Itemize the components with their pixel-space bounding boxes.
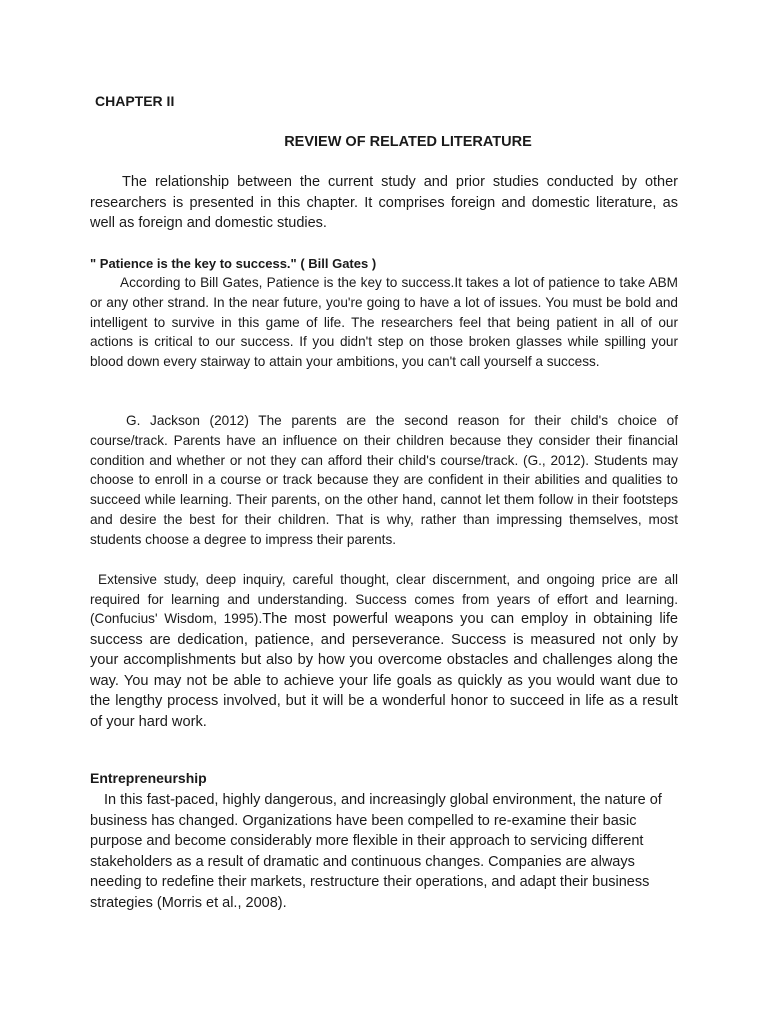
chapter-label: CHAPTER II	[95, 93, 175, 109]
quote-heading: " Patience is the key to success." ( Bill Gates )	[90, 256, 377, 271]
extensive-paragraph	[90, 570, 678, 732]
entrepreneurship-heading: Entrepreneurship	[90, 770, 207, 786]
gates-paragraph: According to Bill Gates, Patience is the key to success.It takes a lot of patience to take ABM or any other strand. In the near future, you're going to have a lot of issues. You must be bold and intelligent to survive in this game of life. The researchers feel that being patient in all of our actions is critical to our success. If you didn't step on those broken glasses while spilling your blood down every stairway to attain your ambitions, you can't call yourself a success.	[90, 275, 678, 370]
extensive-paragraph-part1: Extensive study, deep inquiry, careful thought, clear discernment, and ongoing price are all required for learning and understanding. Success comes from years of effort and learning. (Confucius' Wisdom, 1995).	[90, 572, 678, 626]
page-title: REVIEW OF RELATED LITERATURE	[284, 134, 532, 150]
intro-paragraph: The relationship between the current study and prior studies conducted by other researchers is presented in this chapter. It comprises foreign and domestic literature, as well as foreign and domestic studies.	[90, 174, 678, 231]
entrepreneurship-paragraph: In this fast-paced, highly dangerous, and increasingly global environment, the nature of business has changed. Organizations have been compelled to re-examine their basic purpose and become considerably more flexible in their approach to servicing different stakeholders as a result of dramatic and continuous changes. Companies are always needing to redefine their markets, restructure their operations, and adapt their business strategies (Morris et al., 2008).	[90, 792, 662, 911]
extensive-paragraph-part2: The most powerful weapons you can employ in obtaining life success are dedication, patience, and perseverance. Success is measured not only by your accomplishments but also by how you overcome obstacles and challenges along the way. You may not be able to achieve your life goals as quickly as you would want due to the lengthy process involved, but it will be a wonderful honor to succeed in life as a result of your hard work.	[90, 611, 678, 730]
jackson-paragraph: G. Jackson (2012) The parents are the second reason for their child's choice of course/track. Parents have an influence on their children because they consider their financial condition and whether or not they can afford their child's course/track. (G., 2012). Students may choose to enroll in a course or track because they are confident in their abilities and qualities to succeed while learning. Their parents, on the other hand, cannot let them follow in their footsteps and desire the best for their children. That is why, rather than impressing themselves, most students choose a degree to impress their parents.	[90, 413, 678, 547]
